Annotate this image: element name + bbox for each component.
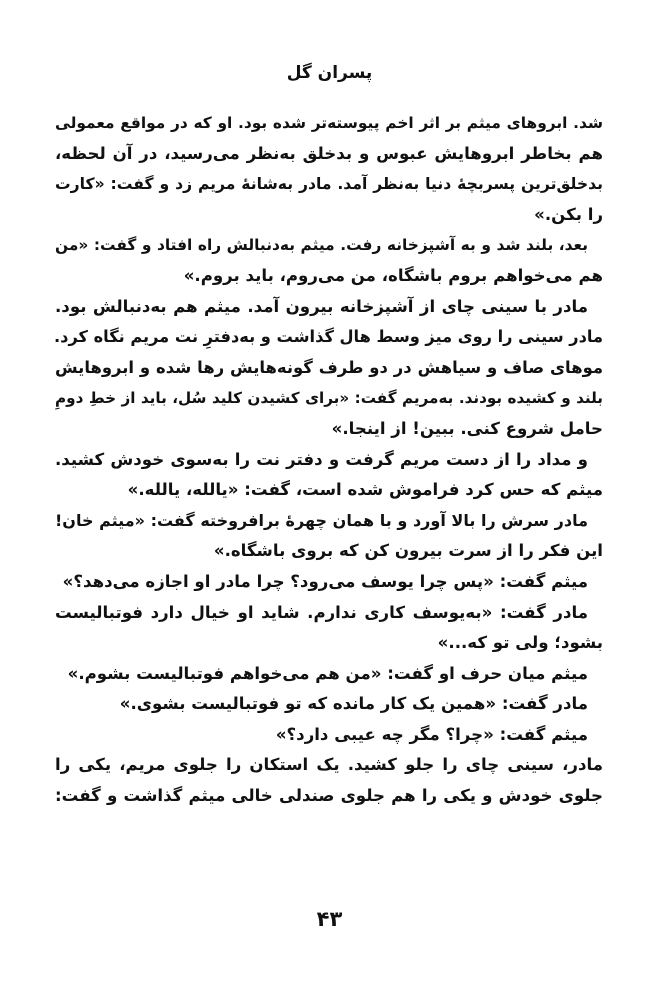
- text-line: مادر با سینی چای از آشپزخانه بیرون آمد. میثم هم به‌دنبالش بود.: [55, 296, 588, 316]
- text-line: میثم گفت: «پس چرا یوسف می‌رود؟ چرا مادر او اجازه می‌دهد؟»: [62, 571, 588, 591]
- text-line: مادر سرش را بالا آورد و با همان چهرهٔ برافروخته گفت: «میثم خان!: [55, 510, 588, 530]
- text-line: میثم که حس کرد فراموش شده است، گفت: «یالله، یالله.»: [127, 480, 603, 500]
- page-number: ۴۳: [316, 907, 343, 931]
- text-line: شد. ابروهای میثم بر اثر اخم پیوسته‌تر شده بود. او که در مواقع معمولی: [55, 114, 603, 132]
- text-line: میثم گفت: «چرا؟ مگر چه عیبی دارد؟»: [275, 724, 588, 744]
- text-line: جلوی خودش و یکی را هم جلوی صندلی خالی میثم گذاشت و گفت:: [55, 786, 603, 806]
- text-line: میثم میان حرف او گفت: «من هم می‌خواهم فوتبالیست بشوم.»: [67, 663, 588, 683]
- text-line: هم بخاطر ابروهایش عبوس و بدخلق به‌نظر می‌رسید، در آن لحظه،: [55, 143, 603, 163]
- text-line: بعد، بلند شد و به آشپزخانه رفت. میثم به‌دنبالش راه افتاد و گفت: «من: [55, 236, 588, 255]
- text-line: مادر گفت: «به‌یوسف کاری ندارم. شاید او خیال دارد فوتبالیست: [55, 602, 588, 622]
- text-line: این فکر را از سرت بیرون کن که بروی باشگاه.»: [213, 541, 603, 561]
- text-line: مادر گفت: «همین یک کار مانده که تو فوتبالیست بشوی.»: [119, 694, 588, 714]
- text-line: را بکن.»: [534, 204, 603, 224]
- text-line: هم می‌خواهم بروم باشگاه، من می‌روم، باید بروم.»: [183, 265, 603, 285]
- text-line: مادر سینی را روی میز وسط هال گذاشت و به‌دفترِ نت مریم نگاه کرد.: [54, 327, 603, 347]
- body-text: [55, 108, 603, 812]
- text-line: بدخلق‌ترین پسربچهٔ دنیا به‌نظر آمد. مادر به‌شانهٔ مریم زد و گفت: «کارت: [55, 175, 603, 194]
- text-line: حامل شروع کنی. ببین! از اینجا.»: [331, 418, 603, 438]
- text-line: مادر، سینی چای را جلو کشید. یک استکان را جلوی مریم، یکی را: [55, 755, 603, 775]
- running-title: پسران گل: [286, 63, 373, 83]
- text-line: و مداد را از دست مریم گرفت و دفتر نت را به‌سوی خودش کشید.: [55, 449, 588, 469]
- text-line: بشود؛ ولی تو که...»: [437, 633, 603, 653]
- text-line: موهای صاف و سیاهش در دو طرف گونه‌هایش رها شده و ابروهایش: [55, 357, 603, 377]
- text-line: بلند و کشیده بودند. به‌مریم گفت: «برای کشیدن کلید سُل، باید از خطِ دومِ: [55, 389, 603, 408]
